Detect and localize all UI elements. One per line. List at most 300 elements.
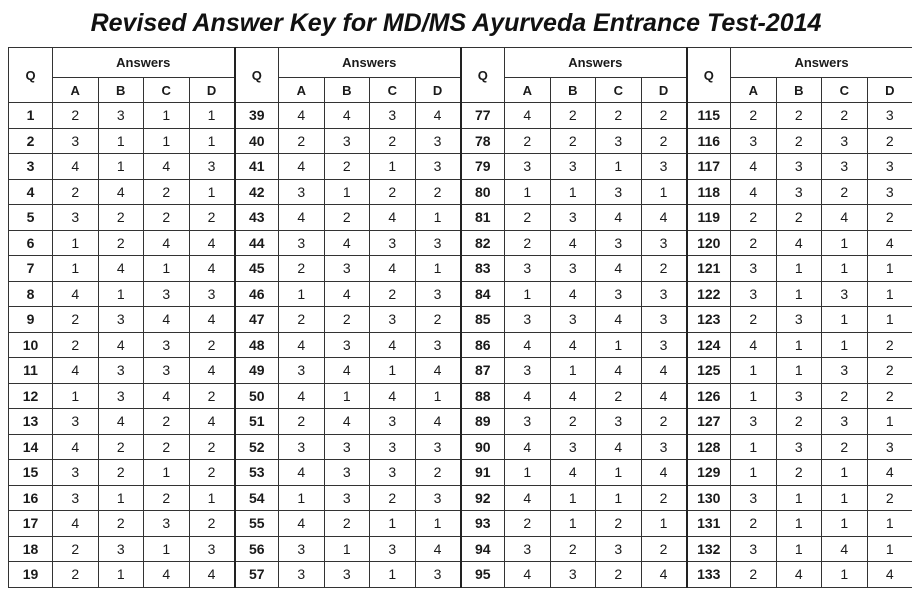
- answer-cell-b: 4: [550, 230, 596, 256]
- table-row: [9, 205, 912, 231]
- answer-cell-c: 4: [596, 256, 642, 282]
- answer-cell-d: 3: [415, 281, 461, 307]
- answer-cell-d: 1: [867, 536, 912, 562]
- answer-cell-c: 3: [370, 307, 416, 333]
- question-number: 119: [687, 205, 731, 231]
- answer-cell-c: 2: [144, 409, 190, 435]
- answer-cell-d: 4: [867, 562, 912, 588]
- answer-cell-a: 2: [505, 230, 551, 256]
- answer-cell-d: 4: [641, 383, 687, 409]
- question-number: 83: [461, 256, 505, 282]
- answer-cell-d: 1: [415, 511, 461, 537]
- answer-cell-b: 2: [776, 205, 822, 231]
- answer-cell-b: 2: [776, 460, 822, 486]
- answer-cell-d: 4: [641, 205, 687, 231]
- answer-cell-a: 3: [53, 485, 99, 511]
- answer-cell-b: 4: [324, 409, 370, 435]
- option-header-c: C: [144, 78, 190, 103]
- answer-cell-b: 3: [98, 536, 144, 562]
- answer-cell-d: 2: [189, 383, 235, 409]
- answer-cell-c: 4: [370, 205, 416, 231]
- answer-cell-c: 1: [370, 154, 416, 180]
- answer-cell-b: 4: [324, 281, 370, 307]
- answer-cell-d: 3: [641, 154, 687, 180]
- answer-cell-d: 2: [867, 358, 912, 384]
- answer-cell-a: 3: [505, 409, 551, 435]
- answer-cell-a: 2: [53, 307, 99, 333]
- page-title: Revised Answer Key for MD/MS Ayurveda Entrance Test-2014: [90, 8, 822, 37]
- question-number: 93: [461, 511, 505, 537]
- question-number: 40: [235, 128, 279, 154]
- question-number: 18: [9, 536, 53, 562]
- answer-cell-b: 4: [98, 409, 144, 435]
- question-number: 121: [687, 256, 731, 282]
- answer-cell-a: 3: [279, 230, 325, 256]
- answer-cell-d: 3: [415, 230, 461, 256]
- question-number: 89: [461, 409, 505, 435]
- option-header-d: D: [189, 78, 235, 103]
- answer-cell-c: 2: [822, 434, 868, 460]
- answer-cell-d: 2: [641, 103, 687, 129]
- answer-cell-c: 2: [144, 205, 190, 231]
- answer-cell-c: 3: [370, 103, 416, 129]
- answer-cell-a: 1: [505, 179, 551, 205]
- answer-cell-a: 3: [53, 128, 99, 154]
- option-header-d: D: [867, 78, 912, 103]
- answer-cell-a: 1: [731, 383, 777, 409]
- answer-cell-a: 4: [505, 485, 551, 511]
- question-number: 126: [687, 383, 731, 409]
- question-number: 118: [687, 179, 731, 205]
- answer-cell-c: 4: [144, 154, 190, 180]
- answer-cell-d: 4: [189, 358, 235, 384]
- answer-cell-d: 2: [641, 128, 687, 154]
- answer-cell-b: 2: [98, 434, 144, 460]
- answer-cell-a: 4: [505, 103, 551, 129]
- question-number: 48: [235, 332, 279, 358]
- answer-cell-c: 4: [822, 205, 868, 231]
- answer-cell-c: 3: [596, 536, 642, 562]
- answer-cell-b: 3: [98, 103, 144, 129]
- question-number: 56: [235, 536, 279, 562]
- question-number: 3: [9, 154, 53, 180]
- answer-cell-b: 3: [550, 256, 596, 282]
- answer-cell-d: 2: [641, 536, 687, 562]
- answer-cell-c: 3: [370, 230, 416, 256]
- answer-cell-d: 2: [867, 205, 912, 231]
- question-number: 120: [687, 230, 731, 256]
- answer-cell-c: 3: [822, 154, 868, 180]
- answer-cell-a: 3: [731, 536, 777, 562]
- answer-cell-c: 4: [370, 256, 416, 282]
- answer-cell-d: 1: [867, 256, 912, 282]
- answers-group-header: Answers: [53, 48, 235, 78]
- answer-cell-d: 3: [415, 332, 461, 358]
- question-number: 78: [461, 128, 505, 154]
- answer-cell-b: 2: [324, 307, 370, 333]
- answer-cell-d: 4: [867, 230, 912, 256]
- question-number: 9: [9, 307, 53, 333]
- question-number: 116: [687, 128, 731, 154]
- answer-cell-b: 4: [550, 383, 596, 409]
- answer-cell-d: 3: [641, 434, 687, 460]
- answer-cell-c: 1: [370, 358, 416, 384]
- answer-cell-b: 1: [776, 332, 822, 358]
- answer-cell-a: 1: [505, 460, 551, 486]
- answer-cell-b: 4: [550, 332, 596, 358]
- header-row-groups: [9, 48, 912, 78]
- answer-cell-a: 4: [279, 154, 325, 180]
- answer-key-table: [8, 47, 912, 588]
- answer-cell-a: 2: [731, 205, 777, 231]
- answer-cell-d: 2: [415, 307, 461, 333]
- answer-cell-b: 4: [98, 332, 144, 358]
- answer-cell-d: 2: [641, 485, 687, 511]
- answer-cell-a: 2: [505, 511, 551, 537]
- answer-cell-a: 3: [279, 434, 325, 460]
- question-number: 79: [461, 154, 505, 180]
- question-number: 124: [687, 332, 731, 358]
- table-row: [9, 307, 912, 333]
- answer-cell-a: 2: [731, 230, 777, 256]
- answer-cell-a: 3: [279, 179, 325, 205]
- answer-cell-a: 3: [505, 307, 551, 333]
- question-number: 12: [9, 383, 53, 409]
- answer-cell-c: 2: [822, 383, 868, 409]
- answer-cell-d: 1: [867, 409, 912, 435]
- table-row: [9, 179, 912, 205]
- question-number: 7: [9, 256, 53, 282]
- answer-cell-b: 3: [776, 383, 822, 409]
- answer-cell-d: 3: [641, 281, 687, 307]
- table-row: [9, 511, 912, 537]
- answer-cell-a: 2: [731, 103, 777, 129]
- answer-cell-c: 1: [370, 562, 416, 588]
- table-row: [9, 103, 912, 129]
- answer-cell-d: 4: [415, 409, 461, 435]
- answer-cell-b: 3: [550, 434, 596, 460]
- answer-cell-c: 2: [596, 103, 642, 129]
- answer-cell-b: 3: [98, 358, 144, 384]
- question-number: 91: [461, 460, 505, 486]
- answer-cell-a: 4: [279, 511, 325, 537]
- answer-cell-b: 3: [776, 179, 822, 205]
- table-row: [9, 485, 912, 511]
- q-column-header: Q: [461, 48, 505, 103]
- answer-cell-a: 4: [53, 358, 99, 384]
- answer-cell-b: 3: [550, 205, 596, 231]
- answer-cell-d: 1: [641, 179, 687, 205]
- answer-cell-c: 2: [822, 103, 868, 129]
- option-header-a: A: [731, 78, 777, 103]
- answer-cell-c: 2: [144, 485, 190, 511]
- question-number: 45: [235, 256, 279, 282]
- answer-cell-b: 1: [550, 511, 596, 537]
- answer-cell-c: 2: [596, 383, 642, 409]
- answer-cell-b: 3: [550, 307, 596, 333]
- answer-cell-b: 2: [776, 409, 822, 435]
- answer-cell-b: 1: [550, 179, 596, 205]
- q-column-header: Q: [687, 48, 731, 103]
- answer-cell-c: 3: [596, 179, 642, 205]
- table-row: [9, 256, 912, 282]
- answer-cell-d: 1: [189, 179, 235, 205]
- answer-cell-b: 1: [776, 358, 822, 384]
- answer-cell-d: 2: [189, 434, 235, 460]
- answers-group-header: Answers: [279, 48, 461, 78]
- question-number: 82: [461, 230, 505, 256]
- answer-cell-a: 2: [53, 332, 99, 358]
- table-row: [9, 434, 912, 460]
- answer-cell-d: 1: [415, 205, 461, 231]
- answer-cell-a: 2: [279, 128, 325, 154]
- answer-cell-c: 1: [822, 460, 868, 486]
- answer-cell-a: 4: [731, 154, 777, 180]
- answer-cell-b: 3: [98, 383, 144, 409]
- answer-cell-b: 2: [98, 511, 144, 537]
- answer-cell-a: 2: [53, 179, 99, 205]
- answer-cell-b: 4: [98, 179, 144, 205]
- answer-cell-b: 4: [98, 256, 144, 282]
- answer-cell-b: 2: [98, 230, 144, 256]
- question-number: 125: [687, 358, 731, 384]
- answer-cell-d: 3: [641, 307, 687, 333]
- answer-cell-b: 2: [550, 103, 596, 129]
- answer-cell-a: 1: [279, 281, 325, 307]
- answer-cell-c: 3: [144, 358, 190, 384]
- answer-cell-a: 4: [505, 434, 551, 460]
- answer-cell-a: 3: [279, 562, 325, 588]
- answer-cell-c: 4: [596, 205, 642, 231]
- answer-cell-b: 4: [776, 562, 822, 588]
- question-number: 80: [461, 179, 505, 205]
- question-number: 133: [687, 562, 731, 588]
- answer-cell-b: 3: [550, 154, 596, 180]
- answer-cell-c: 1: [144, 460, 190, 486]
- answer-cell-b: 4: [550, 460, 596, 486]
- answer-cell-a: 2: [731, 511, 777, 537]
- question-number: 2: [9, 128, 53, 154]
- answer-cell-c: 4: [822, 536, 868, 562]
- answer-cell-b: 1: [324, 179, 370, 205]
- table-row: [9, 128, 912, 154]
- option-header-d: D: [641, 78, 687, 103]
- answer-cell-a: 1: [53, 383, 99, 409]
- option-header-c: C: [596, 78, 642, 103]
- answer-cell-b: 2: [324, 154, 370, 180]
- answer-cell-a: 3: [505, 154, 551, 180]
- answer-cell-d: 1: [189, 128, 235, 154]
- answer-cell-c: 3: [144, 281, 190, 307]
- answer-cell-d: 4: [641, 358, 687, 384]
- question-number: 122: [687, 281, 731, 307]
- question-number: 94: [461, 536, 505, 562]
- question-number: 15: [9, 460, 53, 486]
- answer-cell-a: 1: [505, 281, 551, 307]
- answer-cell-c: 1: [822, 307, 868, 333]
- answer-cell-a: 2: [53, 103, 99, 129]
- answer-cell-d: 4: [189, 562, 235, 588]
- answer-cell-d: 2: [189, 205, 235, 231]
- answer-cell-c: 1: [596, 485, 642, 511]
- q-column-header: Q: [9, 48, 53, 103]
- answer-cell-a: 1: [731, 434, 777, 460]
- table-row: [9, 460, 912, 486]
- answer-cell-d: 2: [867, 383, 912, 409]
- answer-cell-a: 2: [731, 307, 777, 333]
- answer-cell-b: 3: [324, 434, 370, 460]
- answer-cell-a: 4: [731, 332, 777, 358]
- answer-cell-a: 3: [731, 485, 777, 511]
- answer-cell-c: 4: [144, 307, 190, 333]
- answer-cell-a: 3: [505, 536, 551, 562]
- answer-cell-c: 4: [144, 562, 190, 588]
- answer-cell-a: 3: [505, 256, 551, 282]
- question-number: 5: [9, 205, 53, 231]
- question-number: 85: [461, 307, 505, 333]
- answer-cell-c: 4: [596, 307, 642, 333]
- answer-cell-c: 1: [596, 332, 642, 358]
- answer-cell-d: 2: [867, 485, 912, 511]
- table-row: [9, 332, 912, 358]
- answer-cell-c: 4: [596, 434, 642, 460]
- answer-cell-c: 3: [596, 281, 642, 307]
- question-number: 81: [461, 205, 505, 231]
- answer-cell-d: 3: [867, 179, 912, 205]
- answer-cell-c: 2: [596, 511, 642, 537]
- question-number: 127: [687, 409, 731, 435]
- answer-cell-d: 1: [867, 307, 912, 333]
- answer-cell-a: 2: [53, 562, 99, 588]
- answer-cell-d: 2: [415, 179, 461, 205]
- question-number: 49: [235, 358, 279, 384]
- question-number: 43: [235, 205, 279, 231]
- answer-cell-d: 1: [415, 256, 461, 282]
- option-header-a: A: [53, 78, 99, 103]
- answer-cell-d: 3: [189, 154, 235, 180]
- answer-cell-c: 3: [822, 358, 868, 384]
- answer-cell-d: 3: [867, 434, 912, 460]
- question-number: 8: [9, 281, 53, 307]
- answer-cell-a: 2: [279, 256, 325, 282]
- question-number: 54: [235, 485, 279, 511]
- answer-cell-c: 3: [822, 281, 868, 307]
- question-number: 13: [9, 409, 53, 435]
- option-header-b: B: [98, 78, 144, 103]
- answer-cell-c: 4: [144, 383, 190, 409]
- answer-cell-b: 1: [98, 281, 144, 307]
- answer-cell-d: 1: [867, 281, 912, 307]
- question-number: 77: [461, 103, 505, 129]
- answer-cell-d: 3: [189, 536, 235, 562]
- answer-cell-c: 3: [596, 128, 642, 154]
- answer-cell-b: 1: [98, 154, 144, 180]
- table-row: [9, 409, 912, 435]
- question-number: 16: [9, 485, 53, 511]
- answer-cell-b: 1: [550, 358, 596, 384]
- option-header-a: A: [279, 78, 325, 103]
- answer-cell-d: 4: [641, 460, 687, 486]
- answer-cell-c: 3: [596, 409, 642, 435]
- question-number: 46: [235, 281, 279, 307]
- answer-cell-b: 3: [324, 485, 370, 511]
- option-header-d: D: [415, 78, 461, 103]
- answer-cell-c: 2: [822, 179, 868, 205]
- question-number: 115: [687, 103, 731, 129]
- answer-cell-c: 1: [144, 256, 190, 282]
- question-number: 17: [9, 511, 53, 537]
- answer-cell-a: 2: [505, 128, 551, 154]
- answer-cell-b: 2: [324, 205, 370, 231]
- answer-cell-b: 1: [98, 485, 144, 511]
- question-number: 4: [9, 179, 53, 205]
- answer-cell-c: 2: [144, 434, 190, 460]
- answer-cell-c: 3: [370, 434, 416, 460]
- answer-cell-a: 3: [53, 460, 99, 486]
- option-header-b: B: [324, 78, 370, 103]
- answer-cell-b: 1: [776, 256, 822, 282]
- answer-cell-a: 4: [505, 562, 551, 588]
- answer-cell-b: 3: [324, 332, 370, 358]
- answer-cell-d: 2: [189, 460, 235, 486]
- answer-cell-c: 3: [822, 128, 868, 154]
- answer-cell-c: 2: [370, 128, 416, 154]
- question-number: 39: [235, 103, 279, 129]
- answer-cell-a: 4: [505, 332, 551, 358]
- question-number: 55: [235, 511, 279, 537]
- answer-cell-c: 4: [370, 332, 416, 358]
- answer-cell-c: 1: [144, 536, 190, 562]
- answer-cell-b: 1: [776, 485, 822, 511]
- question-number: 123: [687, 307, 731, 333]
- q-column-header: Q: [235, 48, 279, 103]
- answer-cell-b: 1: [776, 536, 822, 562]
- answer-cell-b: 2: [550, 409, 596, 435]
- answer-cell-c: 4: [370, 383, 416, 409]
- answer-cell-c: 3: [370, 409, 416, 435]
- answer-cell-a: 1: [279, 485, 325, 511]
- answer-cell-d: 1: [189, 103, 235, 129]
- answer-cell-d: 1: [415, 383, 461, 409]
- answer-cell-a: 2: [53, 536, 99, 562]
- answer-cell-d: 1: [189, 485, 235, 511]
- answer-cell-d: 3: [189, 281, 235, 307]
- answer-cell-a: 1: [53, 256, 99, 282]
- question-number: 52: [235, 434, 279, 460]
- answer-cell-b: 2: [324, 511, 370, 537]
- answer-cell-b: 3: [324, 562, 370, 588]
- question-number: 90: [461, 434, 505, 460]
- answer-cell-a: 4: [505, 383, 551, 409]
- answer-cell-b: 1: [324, 383, 370, 409]
- answer-cell-b: 3: [776, 154, 822, 180]
- answer-cell-b: 3: [324, 460, 370, 486]
- answer-cell-a: 3: [505, 358, 551, 384]
- answer-cell-c: 4: [596, 358, 642, 384]
- answer-cell-b: 1: [776, 511, 822, 537]
- answer-cell-c: 2: [144, 179, 190, 205]
- option-header-b: B: [550, 78, 596, 103]
- answer-cell-d: 3: [415, 154, 461, 180]
- question-number: 47: [235, 307, 279, 333]
- answer-cell-b: 1: [776, 281, 822, 307]
- answer-cell-b: 3: [776, 307, 822, 333]
- answer-cell-d: 3: [415, 434, 461, 460]
- answer-cell-d: 3: [867, 103, 912, 129]
- answer-cell-a: 4: [279, 460, 325, 486]
- answer-cell-b: 2: [550, 536, 596, 562]
- answer-cell-a: 3: [53, 409, 99, 435]
